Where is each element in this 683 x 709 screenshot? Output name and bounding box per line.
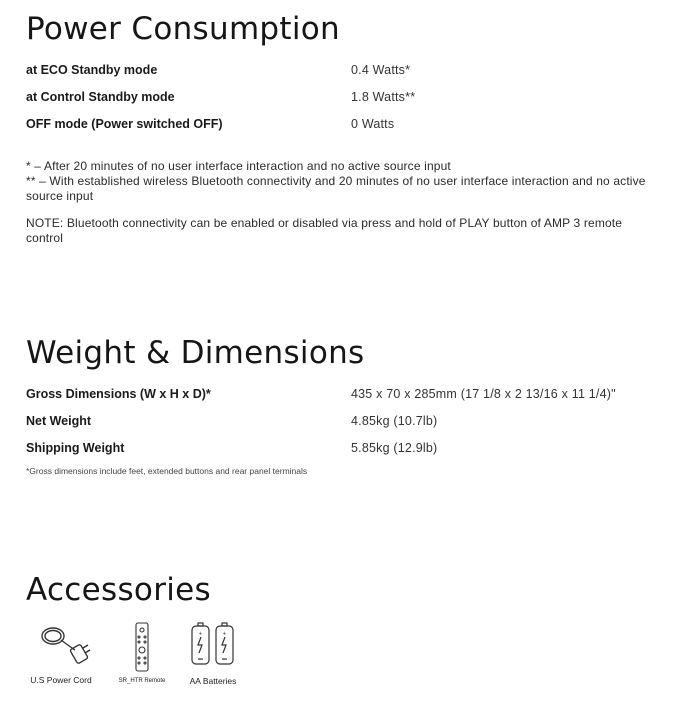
accessory-batteries <box>182 620 244 686</box>
remote-control-icon <box>134 622 150 672</box>
spec-label: OFF mode (Power switched OFF) <box>26 117 223 131</box>
spec-row <box>26 90 666 108</box>
spec-value: 5.85kg (12.9lb) <box>351 441 438 455</box>
dimensions-footnote: *Gross dimensions include feet, extended buttons and rear panel terminals <box>26 466 308 476</box>
accessory-remote <box>112 622 172 684</box>
spec-label: at Control Standby mode <box>26 90 175 104</box>
aa-batteries-icon <box>188 620 238 668</box>
svg-text:+: + <box>222 631 227 637</box>
spec-label: Gross Dimensions (W x H x D)* <box>26 387 211 401</box>
accessories-heading: Accessories <box>26 572 211 608</box>
spec-row <box>26 441 666 459</box>
accessory-label: AA Batteries <box>189 676 237 686</box>
accessory-label: U.S Power Cord <box>30 675 92 685</box>
spec-label: Shipping Weight <box>26 441 125 455</box>
power-consumption-heading: Power Consumption <box>26 11 340 47</box>
spec-row <box>26 63 666 81</box>
spec-label: Net Weight <box>26 414 92 428</box>
power-cord-icon <box>31 620 91 668</box>
spec-value: 4.85kg (10.7lb) <box>351 414 438 428</box>
footnote-control: ** – With established wireless Bluetooth connectivity and 20 minutes of no user interface interaction and no active source input <box>26 174 646 203</box>
spec-value: 0 Watts <box>351 117 395 131</box>
spec-row <box>26 117 666 135</box>
footnote-eco: * – After 20 minutes of no user interface interaction and no active source input <box>26 159 451 173</box>
spec-value: 1.8 Watts** <box>351 90 416 104</box>
accessory-power-cord <box>24 620 98 685</box>
spec-value: 0.4 Watts* <box>351 63 411 77</box>
spec-value: 435 x 70 x 285mm (17 1/8 x 2 13/16 x 11 1/4)" <box>351 387 616 401</box>
bluetooth-note: NOTE: Bluetooth connectivity can be enabled or disabled via press and hold of PLAY button of AMP 3 remote control <box>26 216 623 245</box>
accessory-label: SR_HTR Remote <box>118 678 166 684</box>
spec-label: at ECO Standby mode <box>26 63 158 77</box>
spec-row <box>26 414 666 432</box>
weight-dimensions-heading: Weight & Dimensions <box>26 335 365 371</box>
svg-text:+: + <box>198 631 203 637</box>
spec-row <box>26 387 666 405</box>
